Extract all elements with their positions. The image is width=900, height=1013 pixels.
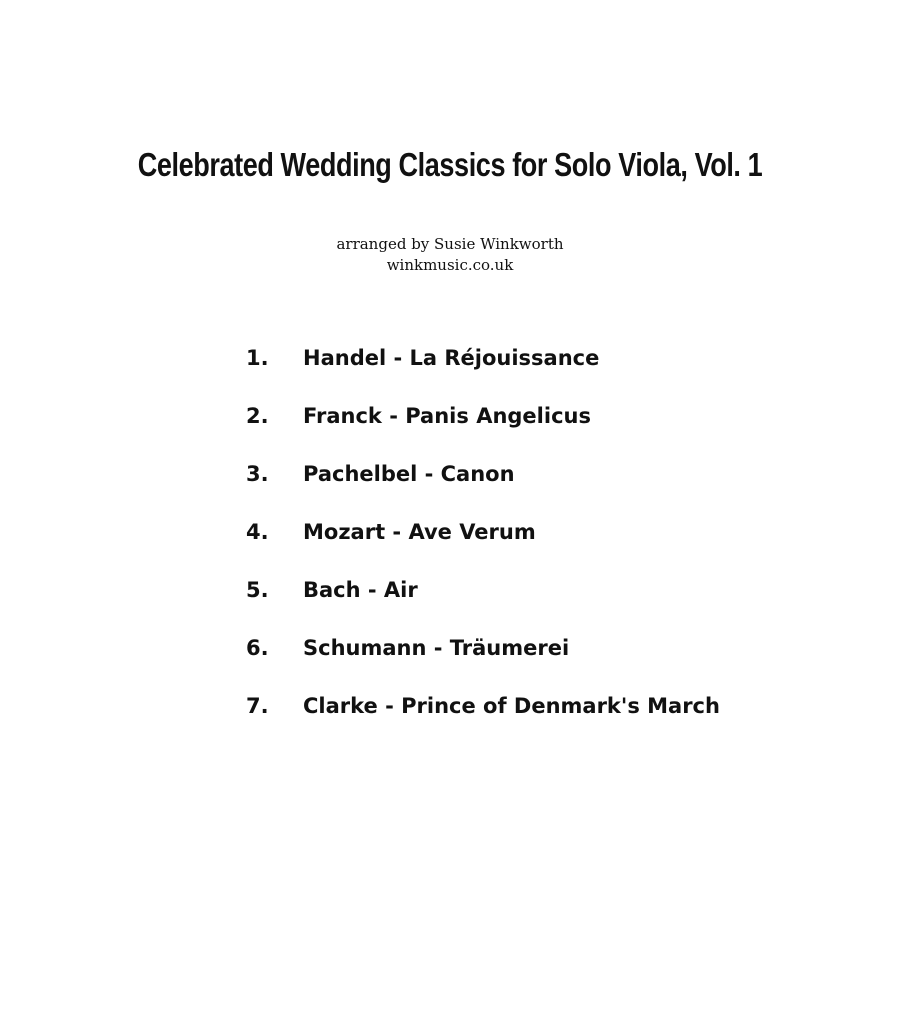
- item-number: 7.: [246, 694, 269, 718]
- item-number: 6.: [246, 636, 269, 660]
- item-title: Clarke - Prince of Denmark's March: [303, 694, 720, 718]
- contents-item: [246, 462, 846, 520]
- contents-item: [246, 520, 846, 578]
- credits-block: [0, 234, 900, 276]
- arranger-line: arranged by Susie Winkworth: [336, 235, 564, 253]
- item-title: Schumann - Träumerei: [303, 636, 570, 660]
- website-text: winkmusic.co.uk: [386, 256, 514, 274]
- item-number: 1.: [246, 346, 269, 370]
- item-title: Pachelbel - Canon: [303, 462, 515, 486]
- item-title: Franck - Panis Angelicus: [303, 404, 591, 428]
- contents-item: [246, 404, 846, 462]
- contents-item: [246, 578, 846, 636]
- item-number: 4.: [246, 520, 269, 544]
- item-number: 5.: [246, 578, 269, 602]
- contents-list: [246, 346, 846, 752]
- contents-item: [246, 694, 846, 752]
- item-number: 3.: [246, 462, 269, 486]
- contents-item: [246, 636, 846, 694]
- item-title: Bach - Air: [303, 578, 418, 602]
- contents-item: [246, 346, 846, 404]
- item-title: Handel - La Réjouissance: [303, 346, 600, 370]
- document-title: Celebrated Wedding Classics for Solo Viola, Vol. 1: [137, 146, 763, 183]
- item-title: Mozart - Ave Verum: [303, 520, 536, 544]
- item-number: 2.: [246, 404, 269, 428]
